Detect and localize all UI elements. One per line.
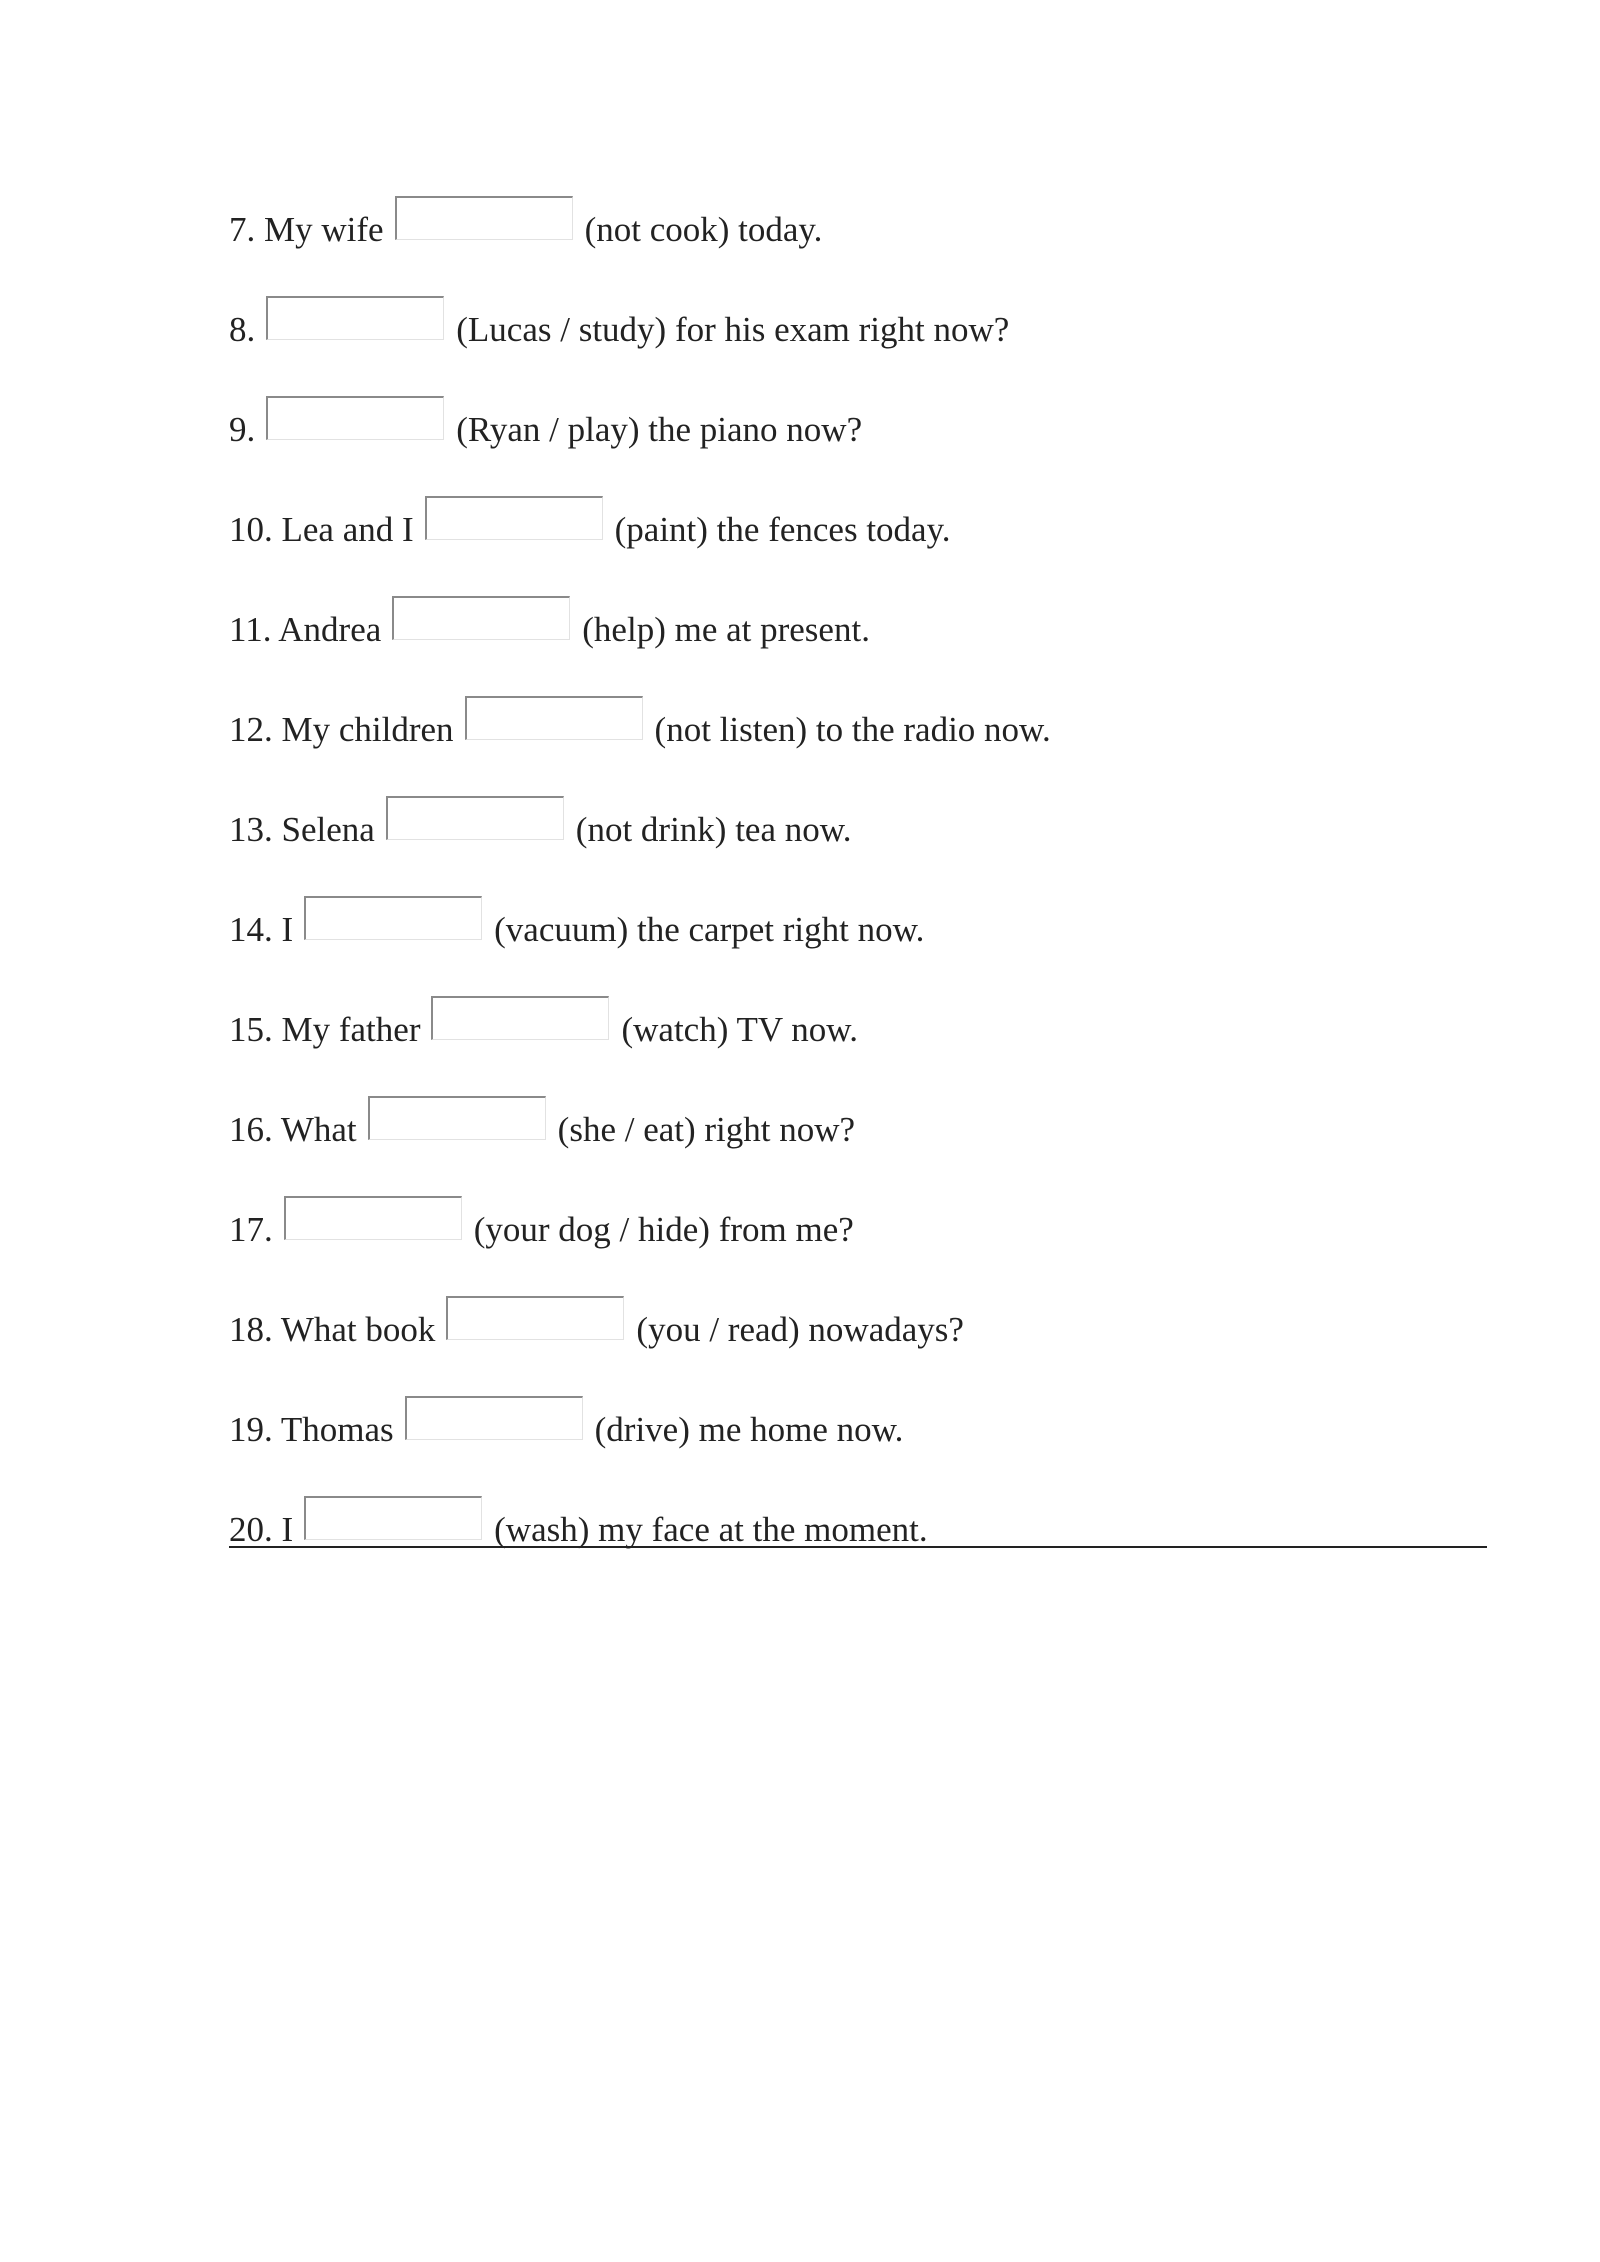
exercise-line	[229, 196, 1489, 296]
exercise-list	[229, 196, 1489, 1596]
exercise-prompt: (she / eat) right now?	[557, 1110, 856, 1149]
answer-input[interactable]	[465, 696, 643, 740]
exercise-prefix: 20. I	[229, 1510, 294, 1549]
exercise-prefix: 9.	[229, 410, 256, 449]
underline-rule	[229, 1546, 1487, 1548]
exercise-prefix: 7. My wife	[229, 210, 384, 249]
exercise-line	[229, 1296, 1489, 1396]
answer-input[interactable]	[392, 596, 570, 640]
exercise-prompt: (wash) my face at the moment.	[494, 1510, 928, 1549]
exercise-prefix: 10. Lea and I	[229, 510, 414, 549]
exercise-prefix: 8.	[229, 310, 256, 349]
exercise-line	[229, 696, 1489, 796]
exercise-line	[229, 1396, 1489, 1496]
answer-input[interactable]	[266, 296, 444, 340]
exercise-prefix: 18. What book	[229, 1310, 436, 1349]
answer-input[interactable]	[405, 1396, 583, 1440]
exercise-prompt: (not drink) tea now.	[575, 810, 852, 849]
exercise-prefix: 13. Selena	[229, 810, 375, 849]
exercise-prompt: (not cook) today.	[584, 210, 823, 249]
exercise-prefix: 17.	[229, 1210, 273, 1249]
exercise-prompt: (paint) the fences today.	[614, 510, 951, 549]
answer-input[interactable]	[431, 996, 609, 1040]
exercise-prompt: (not listen) to the radio now.	[654, 710, 1051, 749]
exercise-prefix: 16. What	[229, 1110, 357, 1149]
exercise-prompt: (Ryan / play) the piano now?	[456, 410, 863, 449]
answer-input[interactable]	[425, 496, 603, 540]
answer-input[interactable]	[368, 1096, 546, 1140]
exercise-prefix: 14. I	[229, 910, 294, 949]
exercise-prompt: (your dog / hide) from me?	[473, 1210, 854, 1249]
answer-input[interactable]	[266, 396, 444, 440]
exercise-prompt: (Lucas / study) for his exam right now?	[456, 310, 1010, 349]
answer-input[interactable]	[446, 1296, 624, 1340]
answer-input[interactable]	[304, 896, 482, 940]
exercise-line	[229, 296, 1489, 396]
exercise-line	[229, 1096, 1489, 1196]
exercise-prompt: (vacuum) the carpet right now.	[494, 910, 925, 949]
answer-input[interactable]	[395, 196, 573, 240]
exercise-prefix: 11. Andrea	[229, 610, 382, 649]
exercise-prompt: (watch) TV now.	[621, 1010, 859, 1049]
exercise-line	[229, 1196, 1489, 1296]
exercise-line	[229, 796, 1489, 896]
answer-input[interactable]	[304, 1496, 482, 1540]
answer-input[interactable]	[386, 796, 564, 840]
exercise-line	[229, 396, 1489, 496]
exercise-line	[229, 596, 1489, 696]
exercise-line	[229, 496, 1489, 596]
answer-input[interactable]	[284, 1196, 462, 1240]
exercise-prompt: (you / read) nowadays?	[636, 1310, 964, 1349]
exercise-line	[229, 896, 1489, 996]
exercise-prefix: 15. My father	[229, 1010, 421, 1049]
exercise-prompt: (help) me at present.	[582, 610, 870, 649]
exercise-prefix: 19. Thomas	[229, 1410, 394, 1449]
exercise-line	[229, 996, 1489, 1096]
exercise-prompt: (drive) me home now.	[594, 1410, 904, 1449]
exercise-prefix: 12. My children	[229, 710, 454, 749]
